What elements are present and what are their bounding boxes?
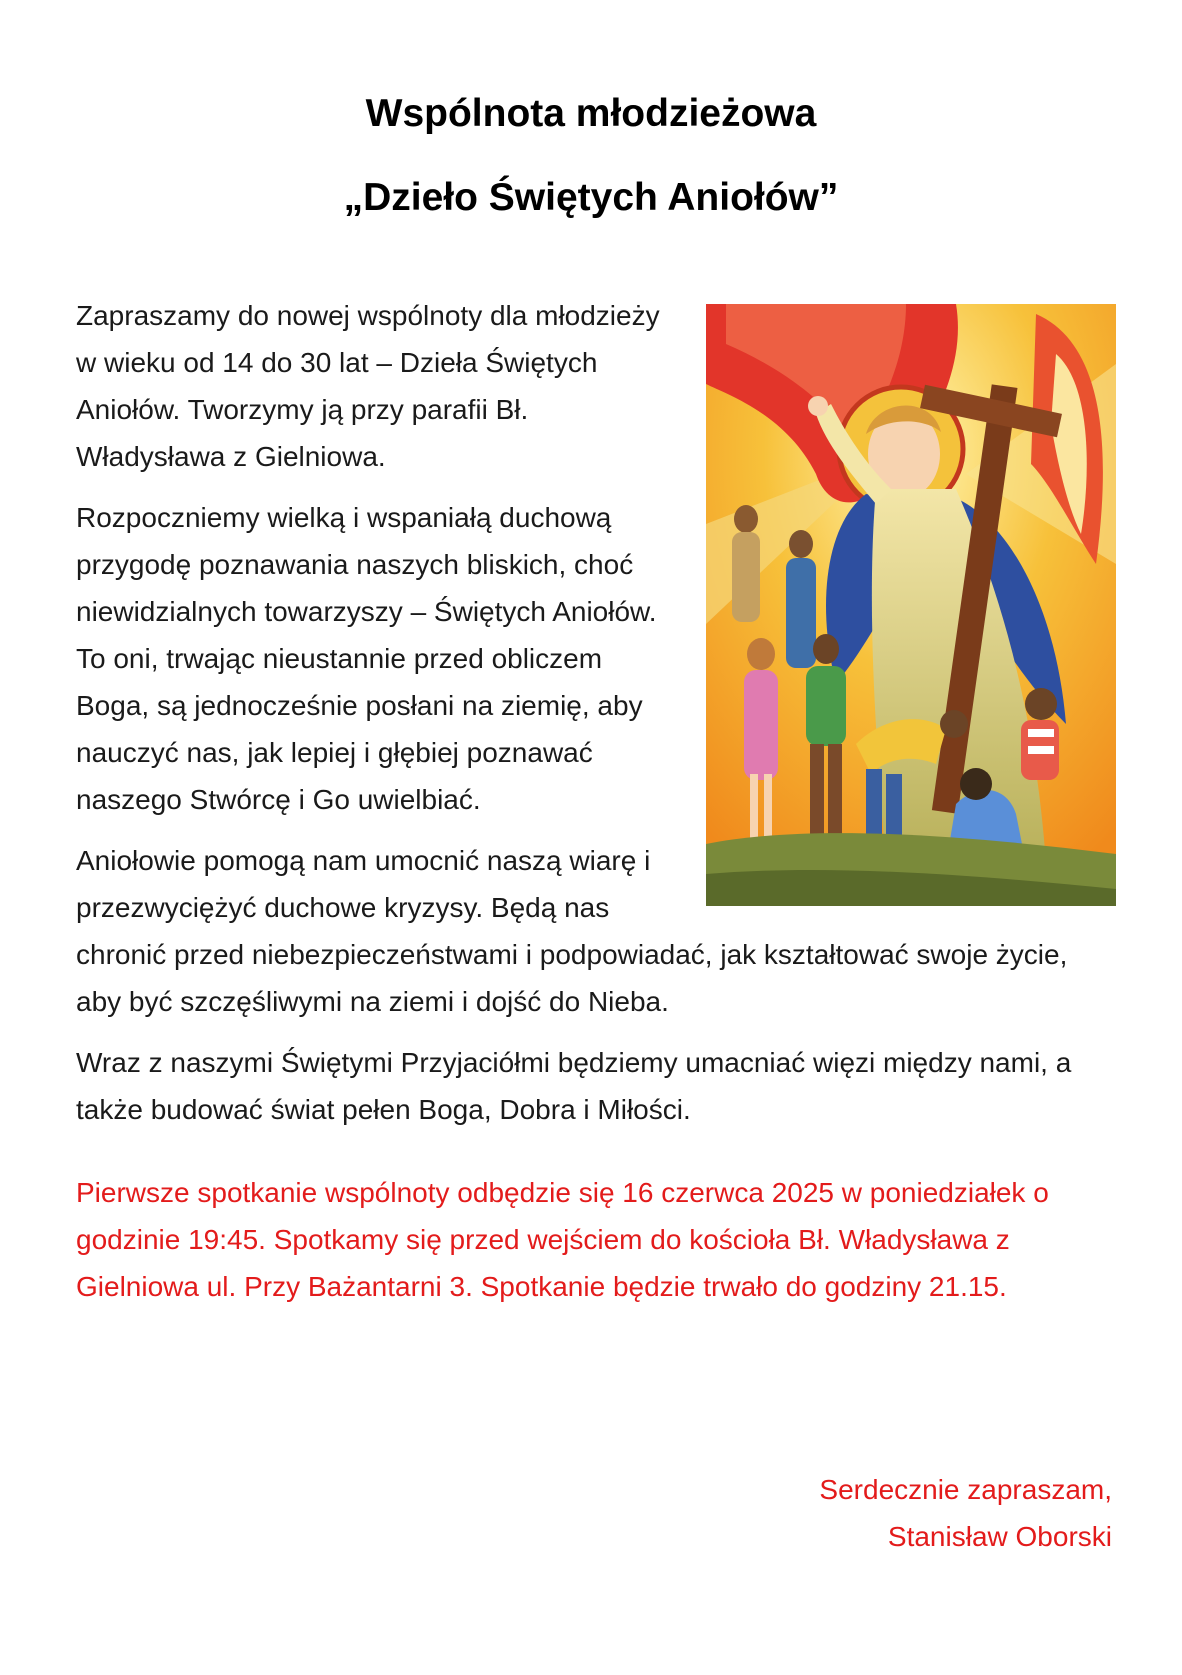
signature (819, 1466, 1112, 1560)
signature-name: Stanisław Oborski (887, 1521, 1112, 1552)
body-text (76, 292, 1116, 1324)
paragraph-help: Aniołowie pomogą nam umocnić naszą wiarę i przezwyciężyć duchowe kryzysy. Będą nas chronić przed niebezpieczeństwami i podpowiadać, jak kształtować swoje życie, aby być szczęśliwymi na ziemi i dojść do Nieba. (76, 845, 1068, 1017)
signature-greeting: Serdecznie zapraszam, (819, 1474, 1112, 1505)
paragraph-adventure: Rozpoczniemy wielką i wspaniałą duchową przygodę poznawania naszych bliskich, choć niewidzialnych towarzyszy – Świętych Aniołów. To oni, trwając nieustannie przed obliczem Boga, są jednocześnie posłani na ziemię, aby nauczyć nas, jak lepiej i głębiej poznawać naszego Stwórcę i Go uwielbiać. (76, 502, 657, 815)
meeting-announcement: Pierwsze spotkanie wspólnoty odbędzie się 16 czerwca 2025 w poniedziałek o godzinie 19:45. Spotkamy się przed wejściem do kościoła Bł. Władysława z Gielniowa ul. Przy Bażantarni 3. Spotkanie będzie trwało do godziny 21.15. (76, 1177, 1049, 1302)
angel-illustration (706, 304, 1116, 906)
paragraph-intro: Zapraszamy do nowej wspólnoty dla młodzieży w wieku od 14 do 30 lat – Dzieła Świętych Aniołów. Tworzymy ją przy parafii Bł. Władysława z Gielniowa. (76, 300, 660, 472)
paragraph-friends: Wraz z naszymi Świętymi Przyjaciółmi będziemy umacniać więzi między nami, a także budować świat pełen Boga, Dobra i Miłości. (76, 1047, 1072, 1125)
title-line-2: „Dzieło Świętych Aniołów” (343, 176, 839, 219)
title-line-1: Wspólnota młodzieżowa (365, 92, 817, 135)
